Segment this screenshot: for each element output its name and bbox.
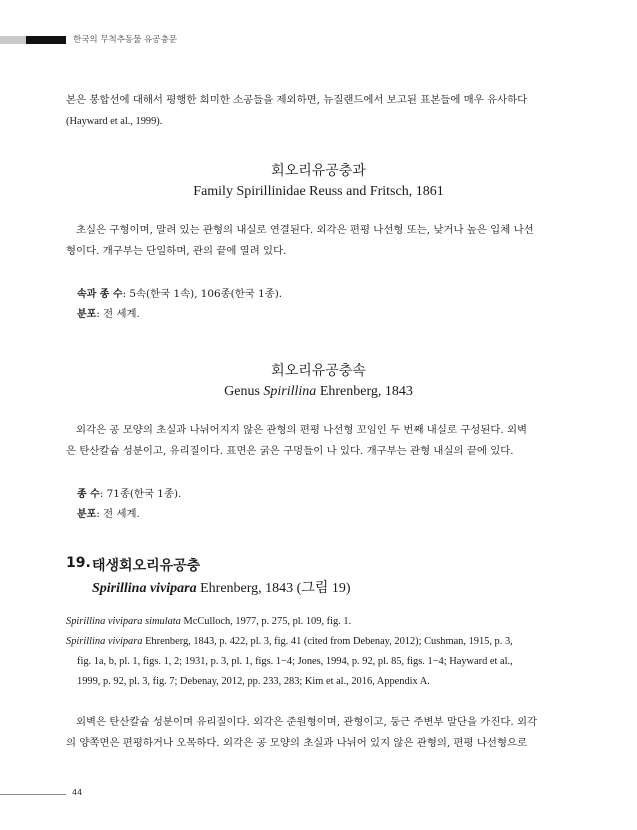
header-bar-black	[26, 36, 66, 44]
synonym-1-name: Spirillina vivipara simulata	[66, 616, 181, 627]
synonym-2-continuation-1: fig. 1a, b, pl. 1, figs. 1, 2; 1931, p. 3, pl. 1, figs. 1−4; Jones, 1994, p. 92, pl. 85, figs. 1−4; Hayward et al.,	[77, 656, 513, 667]
synonym-entry-2	[66, 632, 566, 652]
family-count	[77, 284, 282, 305]
species-desc-line-1: 외벽은 탄산칼슘 성분이며 유리질이다. 외각은 준원형이며, 관형이고, 둥근 주변부 말단을 가진다. 외각	[76, 716, 538, 728]
genus-description	[66, 420, 566, 462]
synonym-1-ref: McCulloch, 1977, p. 275, pl. 109, fig. 1.	[180, 616, 352, 627]
synonym-entry-1	[66, 612, 566, 632]
header-bar-gray	[0, 36, 26, 44]
family-distribution	[77, 304, 140, 325]
genus-dist-value: : 전 세계.	[96, 508, 140, 520]
genus-dist-label: 분포	[77, 509, 97, 520]
synonymy-list	[66, 612, 566, 692]
family-count-value: : 5속(한국 1속), 106종(한국 1종).	[122, 288, 283, 300]
species-name-italic: Spirillina vivipara	[92, 581, 197, 596]
genus-count	[77, 484, 181, 505]
genus-count-label: 종 수	[77, 489, 100, 500]
species-author: Ehrenberg, 1843 (그림 19)	[196, 581, 351, 596]
running-title: 한국의 무척추동물 유공충문	[73, 35, 177, 45]
family-count-label: 속과 종 수	[77, 289, 123, 300]
genus-title-en	[0, 384, 637, 400]
page-number: 44	[72, 788, 83, 797]
intro-line-1: 본은 봉합선에 대해서 평행한 희미한 소공들을 제외하면, 뉴질랜드에서 보고된 표본들에 매우 유사하다	[66, 94, 528, 106]
species-desc-line-2: 의 양쪽면은 편평하거나 오목하다. 외각은 공 모양의 초실과 나뉘어 있지 않은 관형의, 편평 나선형으로	[66, 737, 528, 749]
synonym-2-ref: Ehrenberg, 1843, p. 422, pl. 3, fig. 41 (cited from Debenay, 2012); Cushman, 1915, p. 3,	[142, 636, 513, 647]
synonym-2-name: Spirillina vivipara	[66, 636, 143, 647]
family-desc-line-2: 형이다. 개구부는 단일하며, 관의 끝에 열려 있다.	[66, 245, 287, 257]
genus-title-prefix: Genus	[224, 384, 264, 399]
synonym-2-continuation-2: 1999, p. 92, pl. 3, fig. 7; Debenay, 2012, pp. 233, 283; Kim et al., 2016, Appendix A.	[77, 676, 430, 687]
family-description	[66, 220, 566, 262]
genus-title-italic: Spirillina	[263, 384, 317, 399]
family-title-en: Family Spirillinidae Reuss and Fritsch, 1861	[193, 184, 444, 199]
family-dist-label: 분포	[77, 309, 97, 320]
genus-title-suffix: Ehrenberg, 1843	[316, 384, 413, 399]
genus-desc-line-1: 외각은 공 모양의 초실과 나뉘어지지 않은 관형의 편평 나선형 꼬임인 두 번째 내실로 구성된다. 외벽	[76, 424, 528, 436]
footer-rule	[0, 794, 66, 795]
species-name-kr: 태생회오리유공충	[92, 558, 201, 574]
genus-desc-line-2: 은 탄산칼슘 성분이고, 유리질이다. 표면은 굵은 구멍들이 나 있다. 개구부는 관형 내실의 끝에 있다.	[66, 445, 514, 457]
family-desc-line-1: 초실은 구형이며, 말려 있는 관형의 내실로 연결된다. 외각은 편평 나선형 또는, 낮거나 높은 입체 나선	[76, 224, 534, 236]
family-title-kr: 회오리유공충과	[271, 163, 366, 179]
genus-distribution	[77, 504, 140, 525]
genus-title-kr: 회오리유공충속	[271, 363, 366, 379]
family-dist-value: : 전 세계.	[96, 308, 140, 320]
species-number: 19.	[66, 555, 91, 571]
intro-line-2: (Hayward et al., 1999).	[66, 116, 163, 127]
species-description	[66, 712, 566, 754]
species-scientific-name	[92, 577, 351, 597]
intro-paragraph	[66, 90, 566, 132]
genus-count-value: : 71종(한국 1종).	[99, 488, 182, 500]
